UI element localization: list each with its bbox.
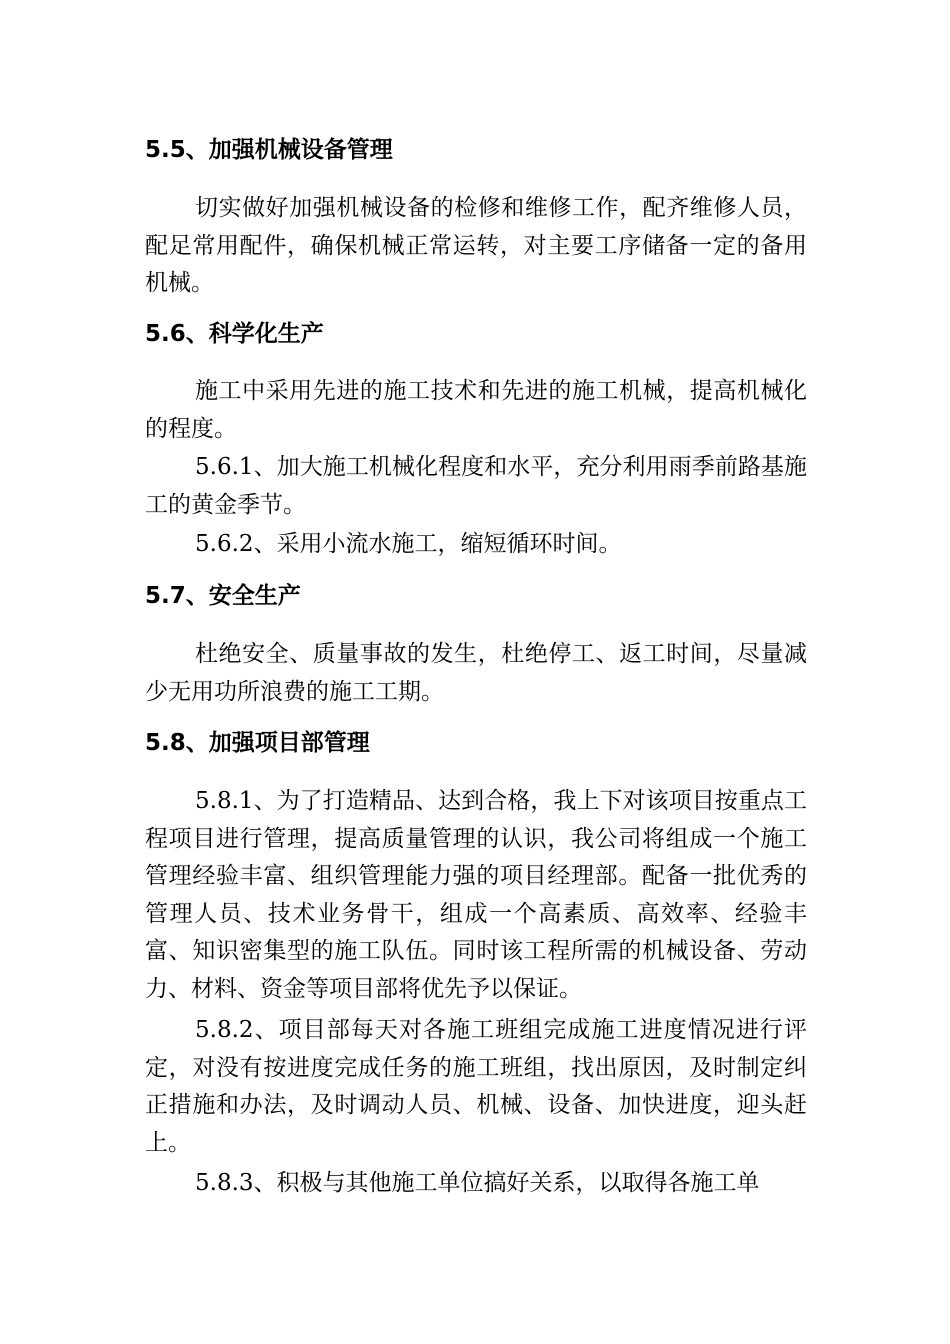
paragraph-5-5: 切实做好加强机械设备的检修和维修工作，配齐维修人员，配足常用配件，确保机械正常运转，对主要工序储备一定的备用机械。 xyxy=(145,195,807,296)
paragraph-5-8-3: 5.8.3、积极与其他施工单位搞好关系，以取得各施工单 xyxy=(195,1170,760,1196)
paragraph-5-8-1: 5.8.1、为了打造精品、达到合格，我上下对该项目按重点工程项目进行管理，提高质量管理的认识，我公司将组成一个施工管理经验丰富、组织管理能力强的项目经理部。配备一批优秀的管理人员、技术业务骨干，组成一个高素质、高效率、经验丰富、知识密集型的施工队伍。同时该工程所需的机械设备、劳动力、材料、资金等项目部将优先予以保证。 xyxy=(145,788,807,1002)
section-heading-5-6: 5.6、科学化生产 xyxy=(145,321,324,347)
section-heading-5-5: 5.5、加强机械设备管理 xyxy=(145,137,393,163)
paragraph-5-8-2: 5.8.2、项目部每天对各施工班组完成施工进度情况进行评定，对没有按进度完成任务的施工班组，找出原因，及时制定纠正措施和办法，及时调动人员、机械、设备、加快进度，迎头赶上。 xyxy=(145,1017,807,1156)
section-heading-5-8: 5.8、加强项目部管理 xyxy=(145,730,370,756)
section-heading-5-7: 5.7、安全生产 xyxy=(145,583,301,609)
paragraph-5-6-2: 5.6.2、采用小流水施工，缩短循环时间。 xyxy=(195,531,622,557)
paragraph-5-6-1: 5.6.1、加大施工机械化程度和水平，充分利用雨季前路基施工的黄金季节。 xyxy=(145,454,807,518)
paragraph-5-7: 杜绝安全、质量事故的发生，杜绝停工、返工时间，尽量减少无用功所浪费的施工工期。 xyxy=(145,641,807,705)
paragraph-5-6-intro: 施工中采用先进的施工技术和先进的施工机械，提高机械化的程度。 xyxy=(145,378,807,442)
